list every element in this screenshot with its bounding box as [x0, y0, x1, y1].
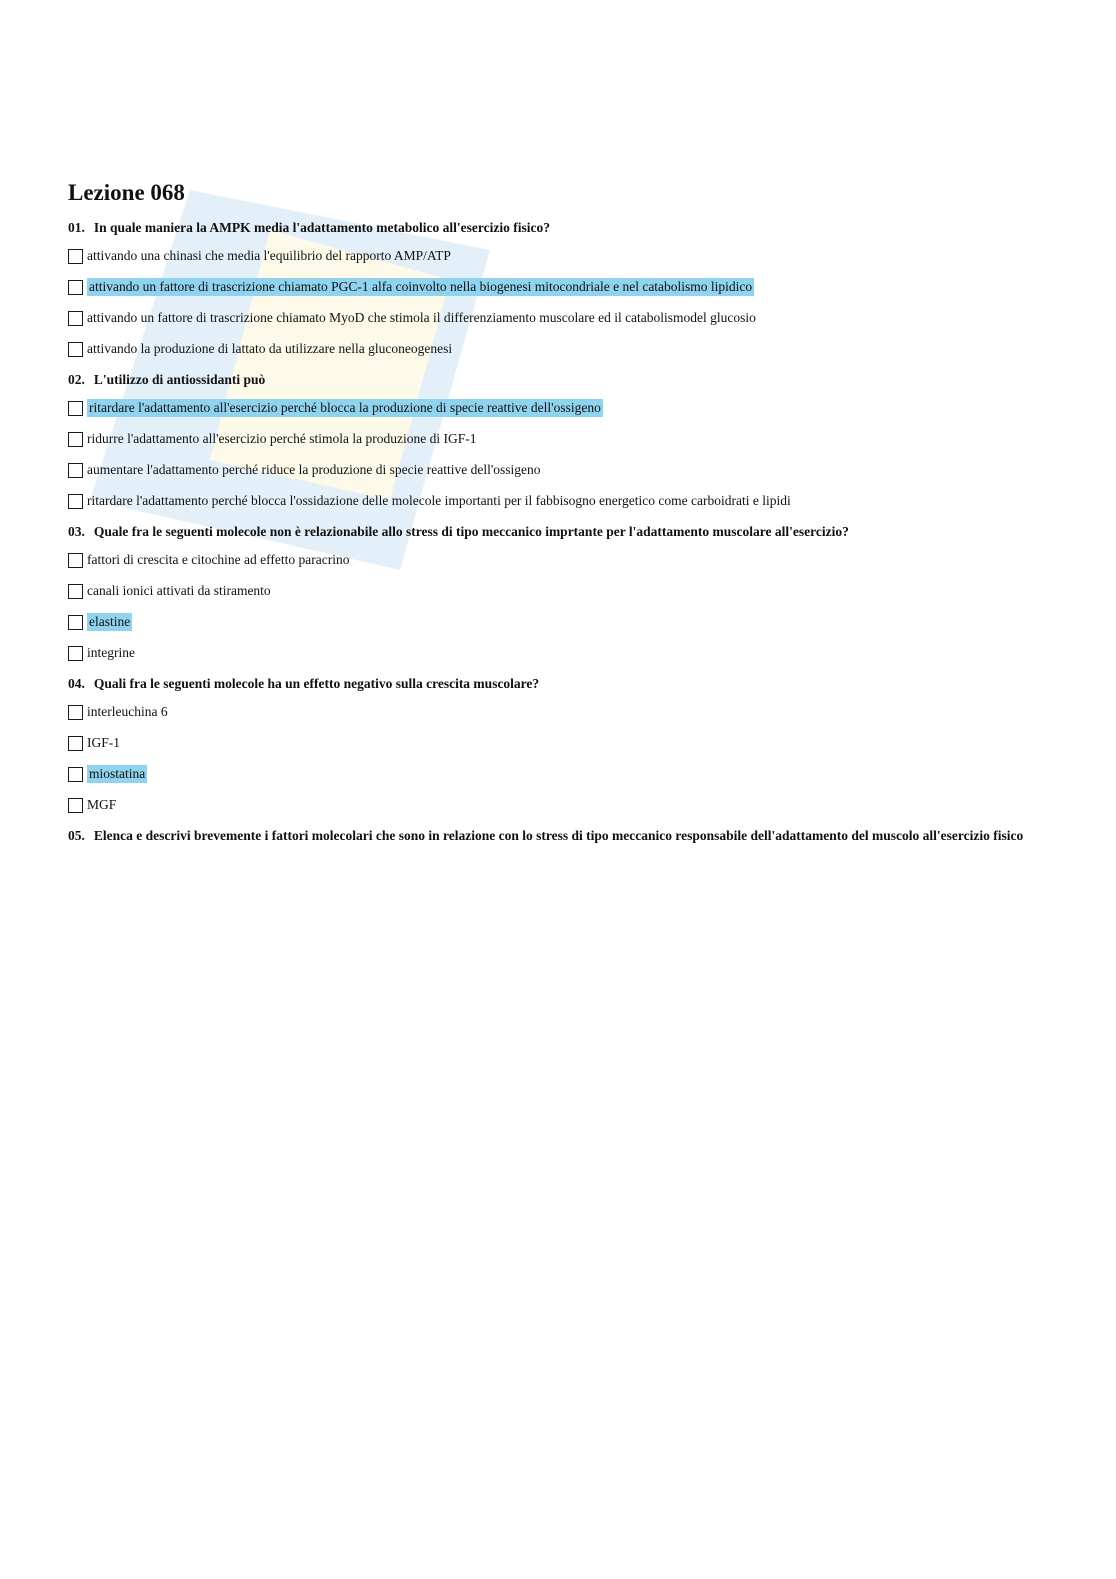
- answer-option[interactable]: [68, 582, 1048, 600]
- document-page: [68, 178, 1048, 857]
- answer-text: attivando un fattore di trascrizione chiamato MyoD che stimola il differenziamento muscolare ed il catabolismodel glucosio: [87, 310, 756, 325]
- answer-checkbox[interactable]: [68, 584, 83, 599]
- answer-option[interactable]: [68, 613, 1048, 631]
- answer-text: attivando la produzione di lattato da utilizzare nella gluconeogenesi: [87, 341, 453, 356]
- answer-text: fattori di crescita e citochine ad effetto paracrino: [87, 552, 350, 567]
- question-2: [68, 372, 1048, 510]
- answer-option[interactable]: [68, 309, 1048, 327]
- answer-checkbox[interactable]: [68, 401, 83, 416]
- question-heading: [68, 828, 1048, 843]
- answer-option[interactable]: [68, 461, 1048, 479]
- answer-option[interactable]: [68, 399, 1048, 417]
- question-text: In quale maniera la AMPK media l'adattamento metabolico all'esercizio fisico?: [93, 220, 550, 235]
- question-text: Quale fra le seguenti molecole non è relazionabile allo stress di tipo meccanico imprtante per l'adattamento muscolare all'esercizio?: [93, 524, 849, 539]
- answer-text-highlighted: elastine: [89, 614, 131, 629]
- question-number: 05.: [68, 828, 85, 843]
- question-4: [68, 676, 1048, 814]
- answer-text: integrine: [87, 645, 135, 660]
- answer-option[interactable]: [68, 644, 1048, 662]
- lesson-title: Lezione 068: [68, 180, 185, 205]
- question-text: Elenca e descrivi brevemente i fattori molecolari che sono in relazione con lo stress di tipo meccanico responsabile dell'adattamento del muscolo all'esercizio fisico: [93, 828, 1024, 843]
- answer-text: ritardare l'adattamento perché blocca l'ossidazione delle molecole importanti per il fabbisogno energetico come carboidrati e lipidi: [87, 493, 791, 508]
- answer-checkbox[interactable]: [68, 798, 83, 813]
- answer-text: IGF-1: [87, 735, 120, 750]
- answer-option[interactable]: [68, 734, 1048, 752]
- answer-option[interactable]: [68, 340, 1048, 358]
- answer-option[interactable]: [68, 703, 1048, 721]
- question-heading: [68, 220, 1048, 235]
- question-heading: [68, 676, 1048, 691]
- answer-option[interactable]: [68, 247, 1048, 265]
- answer-text-highlighted: attivando un fattore di trascrizione chiamato PGC-1 alfa coinvolto nella biogenesi mitocondriale e nel catabolismo lipidico: [89, 279, 753, 294]
- answer-text-highlighted: ritardare l'adattamento all'esercizio perché blocca la produzione di specie reattive dell'ossigeno: [89, 400, 601, 415]
- answer-checkbox[interactable]: [68, 553, 83, 568]
- answer-checkbox[interactable]: [68, 342, 83, 357]
- question-heading: [68, 372, 1048, 387]
- answer-option[interactable]: [68, 765, 1048, 783]
- answer-text: ridurre l'adattamento all'esercizio perché stimola la produzione di IGF-1: [87, 431, 477, 446]
- question-3: [68, 524, 1048, 662]
- answer-checkbox[interactable]: [68, 736, 83, 751]
- answer-text-highlighted: miostatina: [89, 766, 146, 781]
- answer-text: MGF: [87, 797, 117, 812]
- question-text: Quali fra le seguenti molecole ha un effetto negativo sulla crescita muscolare?: [93, 676, 540, 691]
- answer-checkbox[interactable]: [68, 432, 83, 447]
- answer-checkbox[interactable]: [68, 280, 83, 295]
- answer-checkbox[interactable]: [68, 646, 83, 661]
- answer-text: canali ionici attivati da stiramento: [87, 583, 271, 598]
- question-number: 02.: [68, 372, 85, 387]
- answer-text: interleuchina 6: [87, 704, 168, 719]
- answer-option[interactable]: [68, 551, 1048, 569]
- question-text: L'utilizzo di antiossidanti può: [93, 372, 266, 387]
- answer-checkbox[interactable]: [68, 311, 83, 326]
- question-heading: [68, 524, 1048, 539]
- answer-option[interactable]: [68, 796, 1048, 814]
- question-5: [68, 828, 1048, 843]
- answer-checkbox[interactable]: [68, 249, 83, 264]
- question-1: [68, 220, 1048, 358]
- question-number: 04.: [68, 676, 85, 691]
- answer-option[interactable]: [68, 430, 1048, 448]
- answer-option[interactable]: [68, 492, 1048, 510]
- answer-checkbox[interactable]: [68, 615, 83, 630]
- answer-checkbox[interactable]: [68, 463, 83, 478]
- answer-option[interactable]: [68, 278, 1048, 296]
- answer-checkbox[interactable]: [68, 767, 83, 782]
- question-number: 03.: [68, 524, 85, 539]
- answer-checkbox[interactable]: [68, 494, 83, 509]
- answer-checkbox[interactable]: [68, 705, 83, 720]
- question-number: 01.: [68, 220, 85, 235]
- answer-text: attivando una chinasi che media l'equilibrio del rapporto AMP/ATP: [87, 248, 451, 263]
- answer-text: aumentare l'adattamento perché riduce la produzione di specie reattive dell'ossigeno: [87, 462, 541, 477]
- question-list: [68, 220, 1048, 843]
